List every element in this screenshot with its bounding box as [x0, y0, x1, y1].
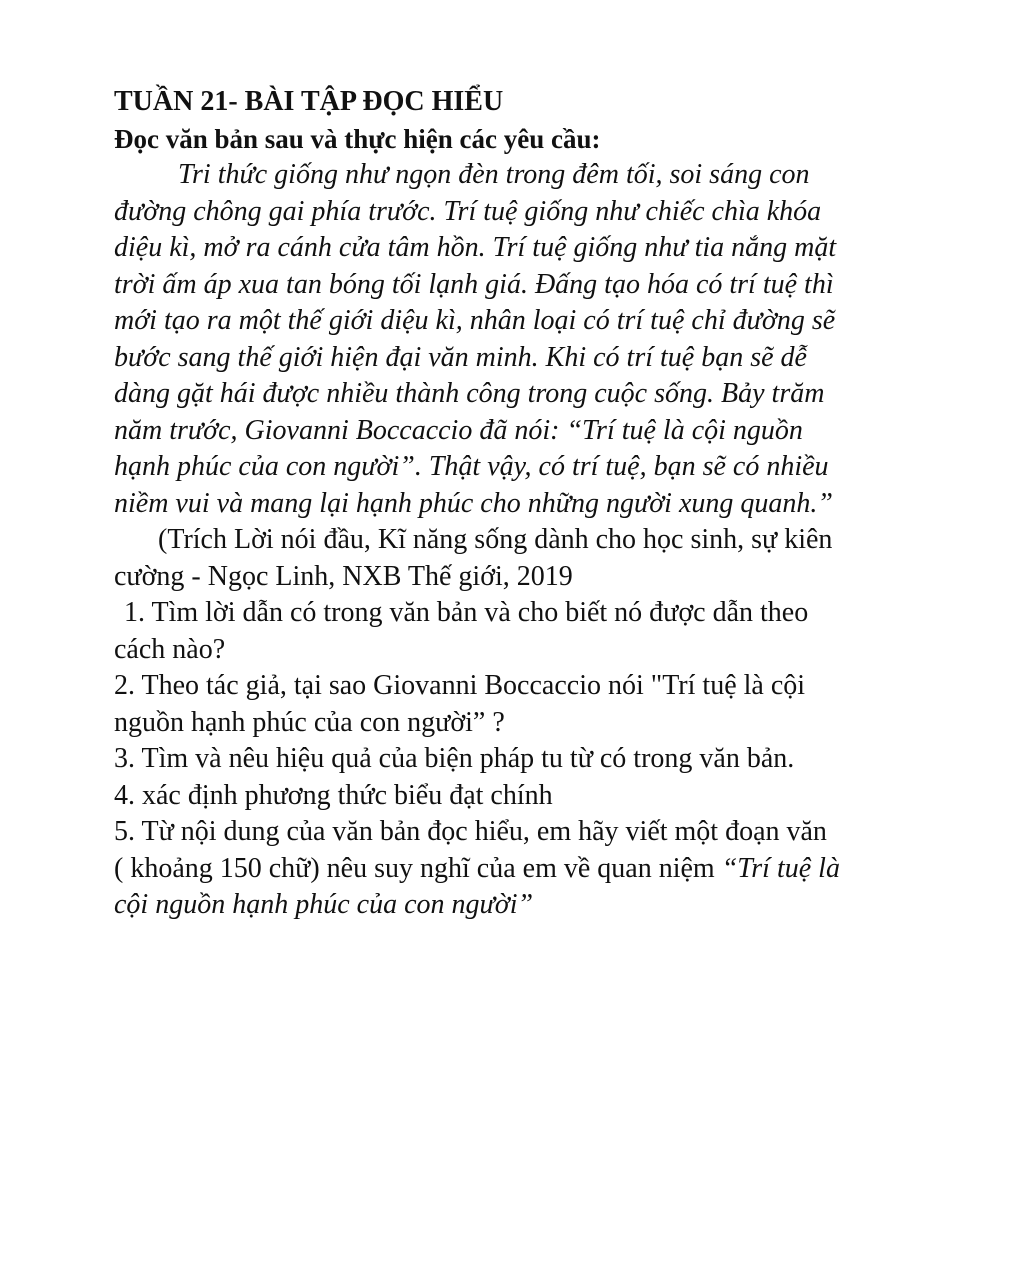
- passage-line: diệu kì, mở ra cánh cửa tâm hồn. Trí tuệ giống như tia nắng mặt: [114, 232, 837, 263]
- question-1-continued: cách nào?: [114, 633, 226, 665]
- passage-line: Tri thức giống như ngọn đèn trong đêm tối, soi sáng con: [178, 159, 810, 190]
- passage: [114, 157, 914, 522]
- passage-line: bước sang thế giới hiện đại văn minh. Khi có trí tuệ bạn sẽ dễ: [114, 341, 807, 373]
- instruction-text: Đọc văn bản sau và thực hiện các yêu cầu:: [114, 123, 601, 154]
- reading-exercise: [114, 84, 914, 924]
- passage-line: hạnh phúc của con người”. Thật vậy, có trí tuệ, bạn sẽ có nhiều: [114, 451, 829, 482]
- passage-line: năm trước, Giovanni Boccaccio đã nói: “Trí tuệ là cội nguồn: [114, 414, 803, 446]
- question-1: 1. Tìm lời dẫn có trong văn bản và cho biết nó được dẫn theo: [124, 597, 809, 628]
- question-5: 5. Từ nội dung của văn bản đọc hiểu, em hãy viết một đoạn văn: [114, 816, 827, 847]
- question-5-text: ( khoảng 150 chữ) nêu suy nghĩ của em về quan niệm: [114, 852, 722, 884]
- question-5-continued: [114, 851, 914, 888]
- source-citation: [114, 522, 914, 595]
- passage-line: mới tạo ra một thế giới diệu kì, nhân loại có trí tuệ chỉ đường sẽ: [114, 305, 836, 336]
- question-5-quote-end: cội nguồn hạnh phúc của con người”: [114, 889, 534, 920]
- question-list: [114, 595, 914, 924]
- page-title: TUẦN 21- BÀI TẬP ĐỌC HIỂU: [114, 86, 504, 117]
- question-3: 3. Tìm và nêu hiệu quả của biện pháp tu từ có trong văn bản.: [114, 743, 795, 774]
- passage-line: niềm vui và mang lại hạnh phúc cho những người xung quanh.”: [114, 487, 833, 519]
- question-4: 4. xác định phương thức biểu đạt chính: [114, 779, 553, 811]
- citation-line: (Trích Lời nói đầu, Kĩ năng sống dành cho học sinh, sự kiên: [158, 524, 833, 555]
- question-5-quote-start: “Trí tuệ là: [721, 852, 840, 884]
- passage-line: trời ấm áp xua tan bóng tối lạnh giá. Đấng tạo hóa có trí tuệ thì: [114, 268, 834, 300]
- citation-line: cường - Ngọc Linh, NXB Thế giới, 2019: [114, 560, 573, 592]
- passage-line: dàng gặt hái được nhiều thành công trong cuộc sống. Bảy trăm: [114, 378, 825, 409]
- question-2: 2. Theo tác giả, tại sao Giovanni Boccaccio nói "Trí tuệ là cội: [114, 670, 806, 701]
- question-2-continued: nguồn hạnh phúc của con người” ?: [114, 706, 505, 738]
- passage-line: đường chông gai phía trước. Trí tuệ giống như chiếc chìa khóa: [114, 195, 822, 227]
